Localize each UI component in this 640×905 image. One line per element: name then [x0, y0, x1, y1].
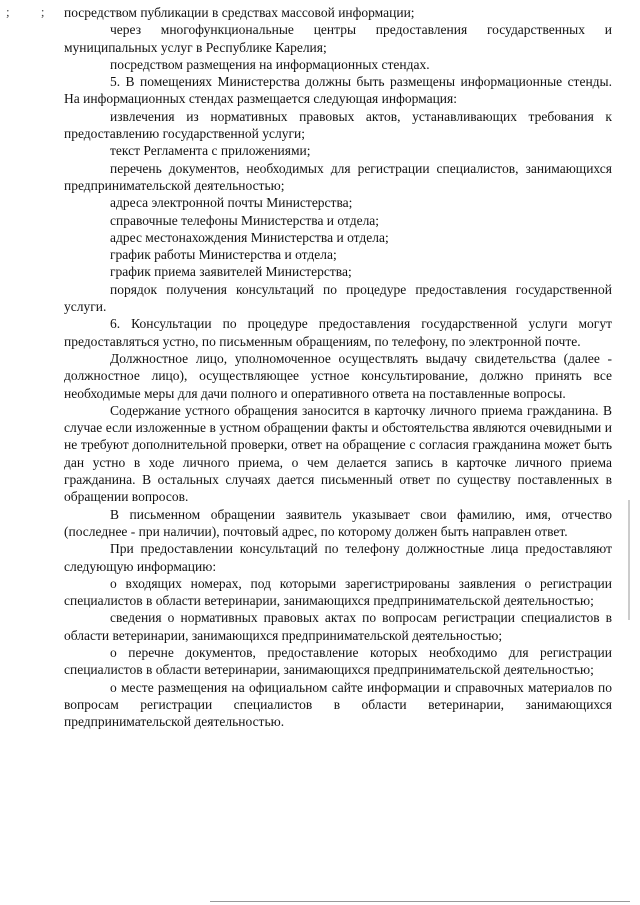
paragraph: В письменном обращении заявитель указывает свои фамилию, имя, отчество (последнее - при наличии), почтовый адрес, по которому должен быть направлен ответ. [64, 506, 612, 539]
paragraph: о перечне документов, предоставление которых необходимо для регистрации специалистов в области ветеринарии, занимающихся предпринимательской деятельностью; [64, 644, 612, 678]
paragraph: текст Регламента с приложениями; [110, 143, 311, 159]
paragraph: график приема заявителей Министерства; [110, 264, 352, 280]
paragraph: график работы Министерства и отдела; [110, 247, 337, 263]
paragraph: сведения о нормативных правовых актах по вопросам регистрации специалистов в области ветеринарии, занимающихся предпринимательской деятельностью; [64, 610, 612, 643]
paragraph: посредством публикации в средствах массовой информации; [64, 5, 415, 20]
paragraph: адреса электронной почты Министерства; [110, 195, 353, 211]
scan-marks: ; ; [6, 4, 59, 19]
paragraph: извлечения из нормативных правовых актов, устанавливающих требования к предоставлению государственной услуги; [64, 108, 612, 142]
document-body [64, 4, 612, 730]
paragraph: При предоставлении консультаций по телефону должностные лица предоставляют следующую информацию: [64, 541, 612, 574]
scan-bottom-line [210, 901, 630, 902]
paragraph: адрес местонахождения Министерства и отдела; [110, 229, 389, 245]
paragraph: перечень документов, необходимых для регистрации специалистов, занимающихся предпринимательской деятельностью; [64, 160, 612, 193]
paragraph: 6. Консультации по процедуре предоставления государственной услуги могут предоставляться устно, по письменным обращениям, по телефону, по электронной почте. [64, 316, 612, 349]
paragraph: Содержание устного обращения заносится в карточку личного приема гражданина. В случае если изложенные в устном обращении факты и обстоятельства являются очевидными и не требуют дополнительной проверки, ответ на обращение с согласия гражданина может быть дан устно в ходе личного приема, о чем делается запись в карточке личного приема гражданина. В остальных случаях дается письменный ответ по существу поставленных в обращении вопросов. [64, 402, 612, 505]
paragraph: о месте размещения на официальном сайте информации и справочных материалов по вопросам регистрации специалистов в области ветеринарии, занимающихся предпринимательской деятельностью. [64, 679, 612, 730]
paragraph: через многофункциональные центры предоставления государственных и муниципальных услуг в Республике Карелия; [64, 22, 612, 55]
paragraph: посредством размещения на информационных стендах. [110, 56, 430, 72]
paragraph: Должностное лицо, уполномоченное осуществлять выдачу свидетельства (далее - должностное лицо), осуществляющее устное консультирование, должно принять все необходимые меры для дачи полного и оперативного ответа на поставленные вопросы. [64, 350, 612, 401]
paragraph: 5. В помещениях Министерства должны быть размещены информационные стенды. На информационных стендах размещается следующая информация: [64, 74, 612, 107]
paragraph: справочные телефоны Министерства и отдела; [110, 212, 380, 228]
scan-edge-shadow [628, 500, 630, 620]
paragraph: порядок получения консультаций по процедуре предоставления государственной услуги. [64, 281, 612, 315]
paragraph: о входящих номерах, под которыми зарегистрированы заявления о регистрации специалистов в области ветеринарии, занимающихся предпринимательской деятельностью; [64, 575, 612, 609]
